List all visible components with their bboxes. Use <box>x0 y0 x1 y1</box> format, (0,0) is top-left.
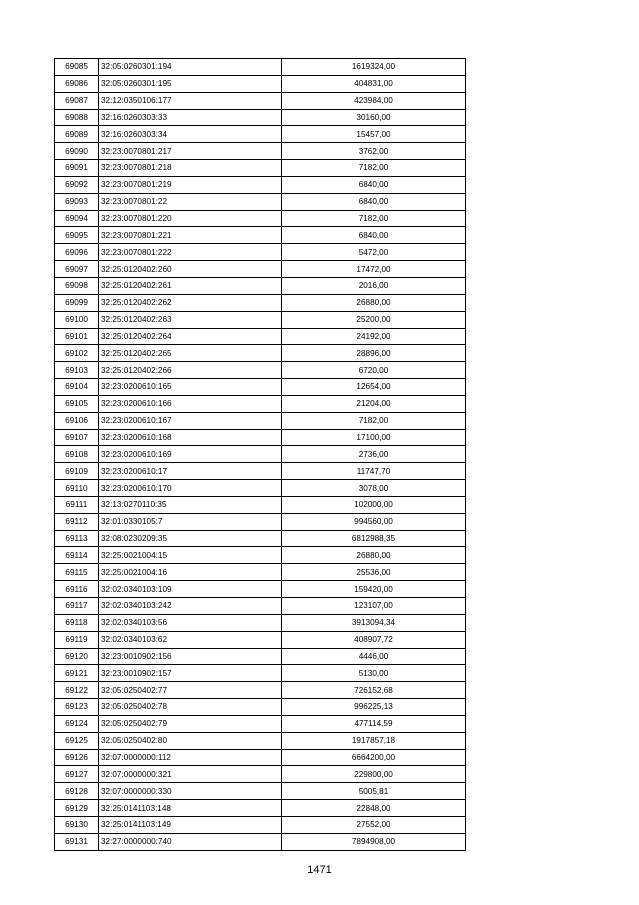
page-number: 1471 <box>307 864 332 876</box>
table-row <box>55 800 466 817</box>
row-number-cell: 69090 <box>55 143 99 160</box>
value-cell: 5472,00 <box>282 244 466 261</box>
table-row <box>55 412 466 429</box>
row-number-cell: 69129 <box>55 800 99 817</box>
table-row <box>55 328 466 345</box>
cadastral-number-cell: 32:25:0120402:264 <box>99 328 282 345</box>
table-row <box>55 277 466 294</box>
row-number-cell: 69093 <box>55 193 99 210</box>
cadastral-number-cell: 32:05:0260301:195 <box>99 75 282 92</box>
row-number-cell: 69127 <box>55 766 99 783</box>
cadastral-number-cell: 32:16:0260303:34 <box>99 126 282 143</box>
cadastral-number-cell: 32:25:0141103:149 <box>99 816 282 833</box>
table-row <box>55 715 466 732</box>
cadastral-number-cell: 32:05:0250402:78 <box>99 699 282 716</box>
cadastral-number-cell: 32:23:0200610:169 <box>99 446 282 463</box>
row-number-cell: 69092 <box>55 176 99 193</box>
cadastral-number-cell: 32:02:0340103:62 <box>99 631 282 648</box>
table-row <box>55 160 466 177</box>
value-cell: 7182,00 <box>282 160 466 177</box>
value-cell: 229800,00 <box>282 766 466 783</box>
table-row <box>55 564 466 581</box>
cadastral-number-cell: 32:23:0070801:218 <box>99 160 282 177</box>
value-cell: 2736,00 <box>282 446 466 463</box>
cadastral-number-cell: 32:05:0260301:194 <box>99 59 282 76</box>
value-cell: 3762,00 <box>282 143 466 160</box>
value-cell: 22848,00 <box>282 800 466 817</box>
cadastral-number-cell: 32:07:0000000:112 <box>99 749 282 766</box>
value-cell: 11747,70 <box>282 463 466 480</box>
cadastral-number-cell: 32:23:0070801:222 <box>99 244 282 261</box>
value-cell: 404831,00 <box>282 75 466 92</box>
cadastral-number-cell: 32:25:0120402:266 <box>99 362 282 379</box>
value-cell: 3078,00 <box>282 480 466 497</box>
row-number-cell: 69102 <box>55 345 99 362</box>
table-row <box>55 75 466 92</box>
cadastral-number-cell: 32:07:0000000:330 <box>99 783 282 800</box>
row-number-cell: 69114 <box>55 547 99 564</box>
cadastral-number-cell: 32:25:0120402:263 <box>99 311 282 328</box>
row-number-cell: 69096 <box>55 244 99 261</box>
table-row <box>55 446 466 463</box>
row-number-cell: 69105 <box>55 395 99 412</box>
table-row <box>55 682 466 699</box>
cadastral-number-cell: 32:25:0021004:15 <box>99 547 282 564</box>
row-number-cell: 69095 <box>55 227 99 244</box>
value-cell: 123107,00 <box>282 598 466 615</box>
value-cell: 25536,00 <box>282 564 466 581</box>
table-row <box>55 244 466 261</box>
row-number-cell: 69100 <box>55 311 99 328</box>
cadastral-number-cell: 32:23:0070801:221 <box>99 227 282 244</box>
table-row <box>55 547 466 564</box>
cadastral-number-cell: 32:23:0070801:219 <box>99 176 282 193</box>
table-row <box>55 379 466 396</box>
table-row <box>55 362 466 379</box>
value-cell: 12654,00 <box>282 379 466 396</box>
row-number-cell: 69094 <box>55 210 99 227</box>
cadastral-number-cell: 32:23:0070801:220 <box>99 210 282 227</box>
value-cell: 6720,00 <box>282 362 466 379</box>
row-number-cell: 69131 <box>55 833 99 850</box>
cadastral-number-cell: 32:01:0330105:7 <box>99 513 282 530</box>
value-cell: 25200,00 <box>282 311 466 328</box>
table-row <box>55 631 466 648</box>
table-row <box>55 193 466 210</box>
row-number-cell: 69104 <box>55 379 99 396</box>
cadastral-number-cell: 32:23:0200610:17 <box>99 463 282 480</box>
value-cell: 17100,00 <box>282 429 466 446</box>
table-row <box>55 665 466 682</box>
row-number-cell: 69109 <box>55 463 99 480</box>
row-number-cell: 69085 <box>55 59 99 76</box>
table-row <box>55 429 466 446</box>
table-row <box>55 109 466 126</box>
table-row <box>55 227 466 244</box>
cadastral-number-cell: 32:23:0010902:157 <box>99 665 282 682</box>
row-number-cell: 69116 <box>55 581 99 598</box>
table-row <box>55 59 466 76</box>
cadastral-number-cell: 32:23:0200610:170 <box>99 480 282 497</box>
value-cell: 102000,00 <box>282 496 466 513</box>
value-cell: 5005,81 <box>282 783 466 800</box>
cadastral-number-cell: 32:05:0250402:77 <box>99 682 282 699</box>
registry-table <box>54 58 466 851</box>
row-number-cell: 69111 <box>55 496 99 513</box>
row-number-cell: 69107 <box>55 429 99 446</box>
row-number-cell: 69118 <box>55 614 99 631</box>
value-cell: 994560,00 <box>282 513 466 530</box>
row-number-cell: 69106 <box>55 412 99 429</box>
row-number-cell: 69126 <box>55 749 99 766</box>
value-cell: 30160,00 <box>282 109 466 126</box>
cadastral-number-cell: 32:25:0021004:16 <box>99 564 282 581</box>
table-row <box>55 766 466 783</box>
table-row <box>55 480 466 497</box>
row-number-cell: 69120 <box>55 648 99 665</box>
table-row <box>55 261 466 278</box>
table-row <box>55 210 466 227</box>
table-row <box>55 581 466 598</box>
row-number-cell: 69112 <box>55 513 99 530</box>
table-row <box>55 816 466 833</box>
value-cell: 24192,00 <box>282 328 466 345</box>
value-cell: 7894908,00 <box>282 833 466 850</box>
value-cell: 21204,00 <box>282 395 466 412</box>
table-row <box>55 176 466 193</box>
cadastral-number-cell: 32:02:0340103:242 <box>99 598 282 615</box>
cadastral-number-cell: 32:05:0250402:79 <box>99 715 282 732</box>
value-cell: 7182,00 <box>282 210 466 227</box>
cadastral-number-cell: 32:23:0010902:156 <box>99 648 282 665</box>
row-number-cell: 69101 <box>55 328 99 345</box>
cadastral-number-cell: 32:12:0350106:177 <box>99 92 282 109</box>
table-row <box>55 513 466 530</box>
row-number-cell: 69091 <box>55 160 99 177</box>
cadastral-number-cell: 32:08:0230209:35 <box>99 530 282 547</box>
cadastral-number-cell: 32:23:0070801:217 <box>99 143 282 160</box>
table-row <box>55 598 466 615</box>
value-cell: 1619324,00 <box>282 59 466 76</box>
table-row <box>55 463 466 480</box>
row-number-cell: 69130 <box>55 816 99 833</box>
cadastral-number-cell: 32:05:0250402:80 <box>99 732 282 749</box>
value-cell: 27552,00 <box>282 816 466 833</box>
value-cell: 408907,72 <box>282 631 466 648</box>
value-cell: 17472,00 <box>282 261 466 278</box>
value-cell: 423984,00 <box>282 92 466 109</box>
cadastral-number-cell: 32:25:0120402:265 <box>99 345 282 362</box>
value-cell: 477114,59 <box>282 715 466 732</box>
value-cell: 26880,00 <box>282 547 466 564</box>
cadastral-number-cell: 32:27:0000000:740 <box>99 833 282 850</box>
row-number-cell: 69110 <box>55 480 99 497</box>
cadastral-number-cell: 32:07:0000000:321 <box>99 766 282 783</box>
registry-table-body <box>55 59 466 851</box>
table-row <box>55 614 466 631</box>
value-cell: 3913094,34 <box>282 614 466 631</box>
value-cell: 15457,00 <box>282 126 466 143</box>
cadastral-number-cell: 32:25:0141103:148 <box>99 800 282 817</box>
row-number-cell: 69088 <box>55 109 99 126</box>
row-number-cell: 69117 <box>55 598 99 615</box>
row-number-cell: 69115 <box>55 564 99 581</box>
cadastral-number-cell: 32:25:0120402:261 <box>99 277 282 294</box>
table-row <box>55 833 466 850</box>
table-row <box>55 732 466 749</box>
cadastral-number-cell: 32:25:0120402:260 <box>99 261 282 278</box>
row-number-cell: 69124 <box>55 715 99 732</box>
cadastral-number-cell: 32:23:0200610:168 <box>99 429 282 446</box>
value-cell: 26880,00 <box>282 294 466 311</box>
cadastral-number-cell: 32:23:0200610:165 <box>99 379 282 396</box>
value-cell: 726152,68 <box>282 682 466 699</box>
value-cell: 6840,00 <box>282 227 466 244</box>
table-row <box>55 530 466 547</box>
value-cell: 6812988,35 <box>282 530 466 547</box>
value-cell: 7182,00 <box>282 412 466 429</box>
cadastral-number-cell: 32:23:0070801:22 <box>99 193 282 210</box>
value-cell: 6840,00 <box>282 176 466 193</box>
row-number-cell: 69099 <box>55 294 99 311</box>
table-row <box>55 311 466 328</box>
table-row <box>55 126 466 143</box>
table-row <box>55 143 466 160</box>
row-number-cell: 69123 <box>55 699 99 716</box>
value-cell: 6840,00 <box>282 193 466 210</box>
table-row <box>55 92 466 109</box>
row-number-cell: 69098 <box>55 277 99 294</box>
row-number-cell: 69125 <box>55 732 99 749</box>
value-cell: 1917857,18 <box>282 732 466 749</box>
row-number-cell: 69113 <box>55 530 99 547</box>
cadastral-number-cell: 32:02:0340103:56 <box>99 614 282 631</box>
row-number-cell: 69103 <box>55 362 99 379</box>
row-number-cell: 69108 <box>55 446 99 463</box>
cadastral-number-cell: 32:23:0200610:167 <box>99 412 282 429</box>
table-row <box>55 783 466 800</box>
table-row <box>55 395 466 412</box>
table-row <box>55 294 466 311</box>
cadastral-number-cell: 32:16:0260303:33 <box>99 109 282 126</box>
value-cell: 2016,00 <box>282 277 466 294</box>
table-row <box>55 496 466 513</box>
value-cell: 5130,00 <box>282 665 466 682</box>
cadastral-number-cell: 32:02:0340103:109 <box>99 581 282 598</box>
row-number-cell: 69097 <box>55 261 99 278</box>
row-number-cell: 69086 <box>55 75 99 92</box>
row-number-cell: 69087 <box>55 92 99 109</box>
row-number-cell: 69122 <box>55 682 99 699</box>
row-number-cell: 69089 <box>55 126 99 143</box>
value-cell: 996225,13 <box>282 699 466 716</box>
table-row <box>55 749 466 766</box>
value-cell: 4446,00 <box>282 648 466 665</box>
table-row <box>55 345 466 362</box>
cadastral-number-cell: 32:23:0200610:166 <box>99 395 282 412</box>
cadastral-number-cell: 32:25:0120402:262 <box>99 294 282 311</box>
cadastral-number-cell: 32:13:0270110:35 <box>99 496 282 513</box>
value-cell: 6664200,00 <box>282 749 466 766</box>
table-row <box>55 648 466 665</box>
value-cell: 28896,00 <box>282 345 466 362</box>
row-number-cell: 69121 <box>55 665 99 682</box>
table-row <box>55 699 466 716</box>
row-number-cell: 69119 <box>55 631 99 648</box>
row-number-cell: 69128 <box>55 783 99 800</box>
value-cell: 159420,00 <box>282 581 466 598</box>
